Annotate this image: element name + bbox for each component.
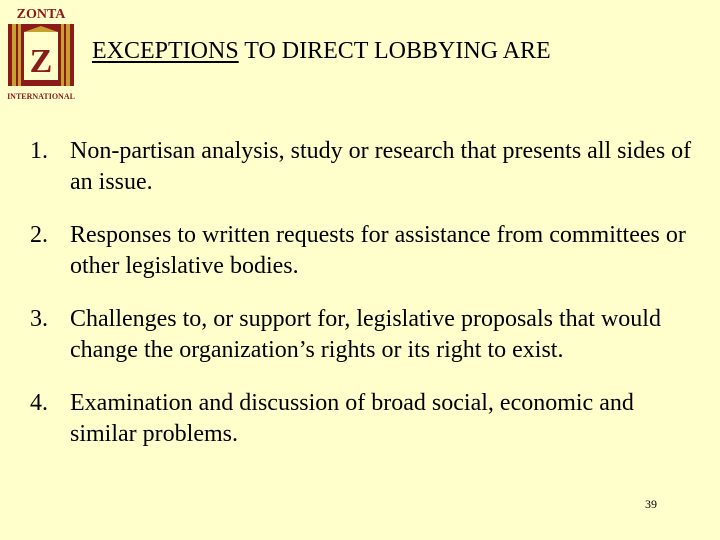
logo-bottom-text: INTERNATIONAL xyxy=(7,92,75,101)
exceptions-list xyxy=(30,136,700,472)
list-item-number: 3. xyxy=(30,306,48,332)
list-item-text: Responses to written requests for assistance from committees or other legislative bodies. xyxy=(70,222,686,279)
list-item xyxy=(30,220,700,282)
list-item-text: Non-partisan analysis, study or research that presents all sides of an issue. xyxy=(70,138,692,195)
list-item xyxy=(30,136,700,198)
list-item-text: Examination and discussion of broad social, economic and similar problems. xyxy=(70,390,634,447)
zonta-logo xyxy=(4,4,78,102)
list-item-text: Challenges to, or support for, legislative proposals that would change the organization’s rights or its right to exist. xyxy=(70,306,661,363)
list-item xyxy=(30,304,700,366)
slide-title xyxy=(92,38,551,65)
list-item xyxy=(30,388,700,450)
zonta-emblem-icon xyxy=(4,4,78,102)
list-item-number: 4. xyxy=(30,390,48,416)
page-number: 39 xyxy=(645,497,657,511)
logo-top-text: ZONTA xyxy=(16,7,66,22)
slide-title-rest: TO DIRECT LOBBYING ARE xyxy=(238,38,551,64)
list-item-number: 1. xyxy=(30,138,48,164)
slide-title-underlined: EXCEPTIONS xyxy=(92,38,239,64)
list-item-number: 2. xyxy=(30,222,48,248)
logo-emblem-letter: Z xyxy=(29,43,53,80)
